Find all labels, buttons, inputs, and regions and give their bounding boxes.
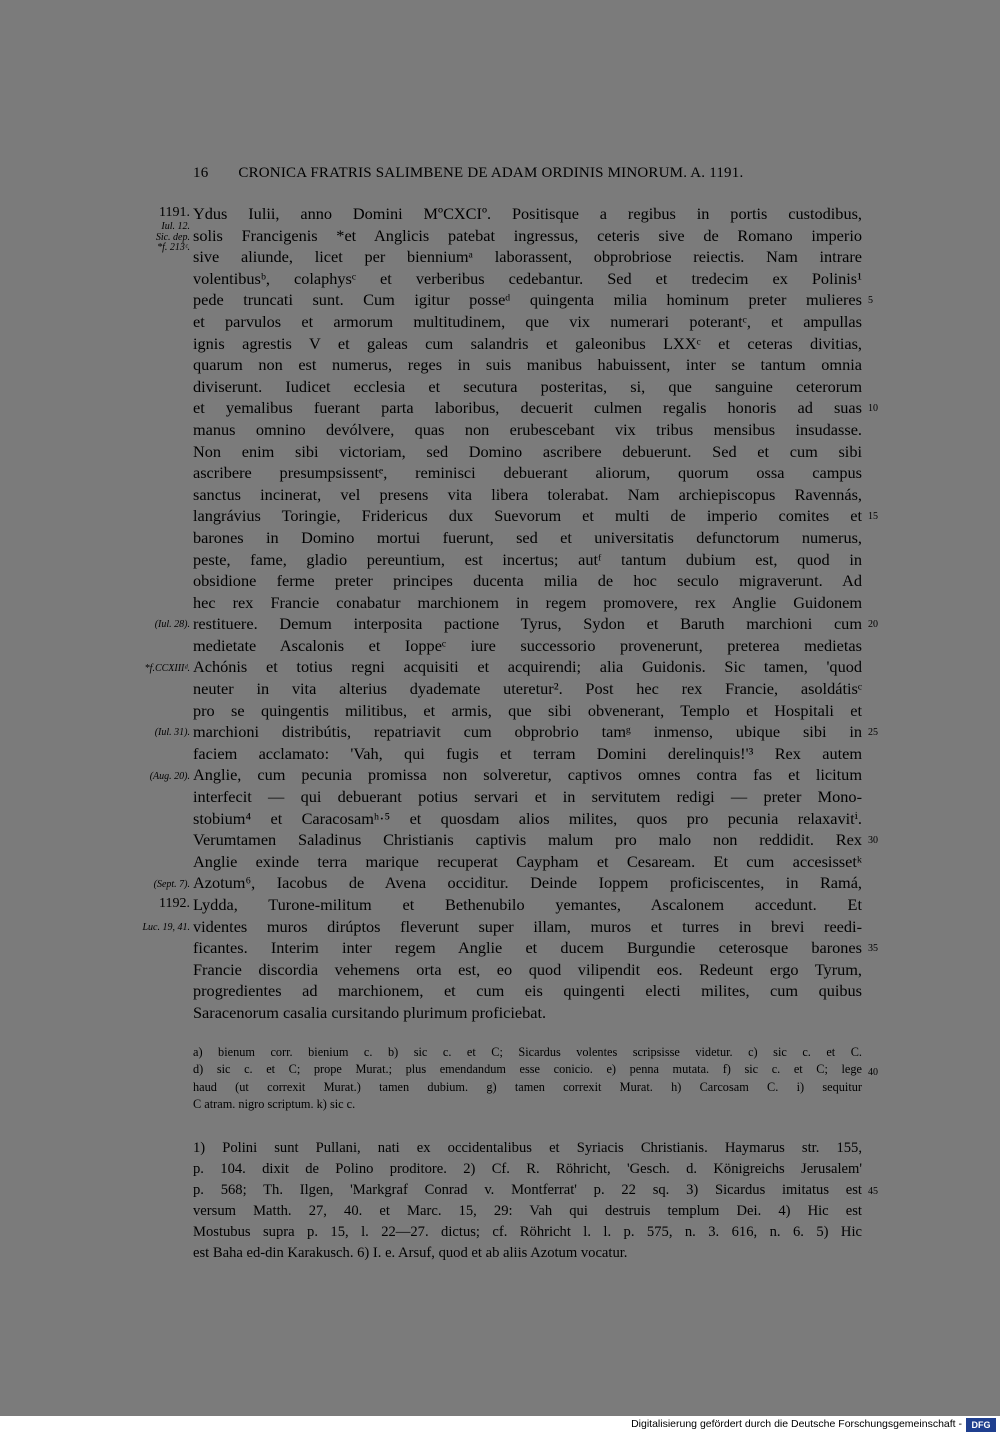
- footer-bar: [0, 1416, 1000, 1434]
- text-line: Non enim sibi victoriam, sed Domino ascribere debuerunt. Sed et cum sibi: [193, 441, 862, 461]
- text-line: marchioni distribútis, repatriavit cum obprobrio tamᵍ inmenso, ubique sibi in: [193, 722, 862, 742]
- running-header: [193, 165, 873, 182]
- critical-apparatus: [193, 1044, 862, 1114]
- funding-note: Digitalisierung gefördert durch die Deutsche Forschungsgemeinschaft -: [631, 1418, 962, 1430]
- line-number: 15: [868, 511, 878, 523]
- margin-note: 1192.: [159, 896, 190, 912]
- footnote-line: p. 568; Th. Ilgen, 'Markgraf Conrad v. Montferrat' p. 22 sq. 3) Sicardus imitatus est: [193, 1182, 862, 1199]
- margin-note: Luc. 19, 41.: [142, 921, 190, 933]
- text-line: Anglie exinde terra marique recuperat Caypham et Cesaream. Et cum accesissetᵏ: [193, 851, 862, 871]
- footnote-line: versum Matth. 27, 40. et Marc. 15, 29: Vah qui destruis templum Dei. 4) Hic est: [193, 1203, 862, 1220]
- text-line: progredientes ad marchionem, et cum eis quingenti electi milites, cum quibus: [193, 981, 862, 1001]
- footnote-line: Mostubus supra p. 15, l. 22—27. dictus; cf. Röhricht l. l. p. 575, n. 3. 616, n. 6. 5) Hic: [193, 1224, 862, 1241]
- text-line: sive aliunde, licet per bienniumᵃ laborassent, obprobriose reiectis. Nam intrare: [193, 247, 862, 267]
- apparatus-line: haud (ut correxit Murat.) tamen dubium. g) tamen correxit Murat. h) Carcosam C. i) sequitur: [193, 1079, 862, 1094]
- text-line: volentibusᵇ, colaphysᶜ et verberibus cedebantur. Sed et tredecim ex Polinis¹: [193, 268, 862, 288]
- dfg-logo: DFG: [966, 1418, 996, 1432]
- text-line: obsidione ferme preter principes ducenta milia de hoc seculo migraverunt. Ad: [193, 571, 862, 591]
- text-line: Verumtamen Saladinus Christianis captivis malum pro malo non reddidit. Rex: [193, 830, 862, 850]
- line-number: 10: [868, 403, 878, 415]
- text-line: barones in Domino mortui fuerunt, sed et universitatis defunctorum numerus,: [193, 527, 862, 547]
- line-number: 20: [868, 619, 878, 631]
- footnote-line: 1) Polini sunt Pullani, nati ex occidentalibus et Syriacis Christianis. Haymarus str. 155,: [193, 1140, 862, 1156]
- text-line: videntes muros dirúptos fleverunt super illam, muros et turres in brevi reedi-: [193, 916, 862, 936]
- page-number: 16: [193, 165, 209, 181]
- text-line: Francie discordia vehemens orta est, eo quod vilipendit eos. Redeunt ergo Tyrum,: [193, 959, 862, 979]
- text-line: manus omnino devólvere, quas non erubescebant vix tribus mensibus insudasse.: [193, 419, 862, 439]
- running-title: CRONICA FRATRIS SALIMBENE DE ADAM ORDINIS MINORUM. A. 1191.: [238, 165, 744, 181]
- text-line: quarum non est numerus, reges in suis manibus habuissent, inter se tantum omnia: [193, 355, 862, 375]
- text-line: sanctus incinerat, vel presens vita libera tolerabat. Nam archiepiscopus Ravennás,: [193, 484, 862, 504]
- text-line: neuter in vita alterius dyademate uteretur². Post hec rex Francie, asoldátisᶜ: [193, 679, 862, 699]
- margin-note: *f.CCXIIIᵈ.: [144, 662, 190, 674]
- footnotes: [193, 1138, 862, 1265]
- text-line: ignis agrestis V et galeas cum salandris et galeonibus LXXᶜ et ceteras divitias,: [193, 333, 862, 353]
- line-number: 25: [868, 727, 878, 739]
- text-line: restituere. Demum interposita pactione Tyrus, Sydon et Baruth marchioni cum: [193, 614, 862, 634]
- text-line: peste, fame, gladio pereuntium, est incertus; autᶠ tantum dubium est, quod in: [193, 549, 862, 569]
- main-text: [193, 203, 862, 1024]
- margin-note: *f. 213ᶜ.: [157, 242, 190, 254]
- text-line: Achónis et totius regni acquisiti et acquirendi; alia Guidonis. Sic tamen, 'quod: [193, 657, 862, 677]
- text-line: et yemalibus fuerant parta laboribus, decuerit culmen regalis honoris ad suas: [193, 398, 862, 418]
- apparatus-line: a) bienum corr. bienium c. b) sic c. et C; Sicardus volentes scripsisse videtur. c) sic c. et C.: [193, 1045, 862, 1059]
- text-line: ascribere presumpsissentᵉ, reminisci debuerant aliorum, quorum ossa campus: [193, 463, 862, 483]
- text-line: diviserunt. Iudicet ecclesia et secutura posteritas, si, que sanguine ceterorum: [193, 376, 862, 396]
- text-line: Saracenorum casalia cursitando plurimum proficiebat.: [193, 1002, 547, 1022]
- text-line: medietate Ascalonis et Ioppeᶜ iure successorio provenerunt, preterea medietas: [193, 635, 862, 655]
- line-number: 40: [868, 1067, 878, 1079]
- text-line: langrávius Toringie, Fridericus dux Suevorum et multi de imperio comites et: [193, 506, 862, 526]
- margin-note: (Aug. 20).: [149, 770, 190, 782]
- margin-note: (Iul. 28).: [154, 619, 190, 631]
- text-line: Anglie, cum pecunia promissa non solveretur, captivos omnes contra fas et licitum: [193, 765, 862, 785]
- text-line: Lydda, Turone-militum et Bethenubilo yemantes, Ascalonem accedunt. Et: [193, 895, 862, 914]
- margin-note: (Sept. 7).: [153, 878, 190, 890]
- text-line: stobium⁴ et Caracosamʰ·⁵ et quosdam alios milites, quos pro pecunia relaxavitⁱ.: [193, 808, 862, 828]
- footnote-line: p. 104. dixit de Polino proditore. 2) Cf. R. Röhricht, 'Gesch. d. Königreichs Jerusalem': [193, 1161, 862, 1178]
- apparatus-line: C atram. nigro scriptum. k) sic c.: [193, 1097, 356, 1112]
- line-number: 30: [868, 835, 878, 847]
- apparatus-line: d) sic c. et C; prope Murat.; plus emendandum esse conicio. e) penna mutata. f) sic c. et C; lege: [193, 1062, 862, 1077]
- text-line: pede truncati sunt. Cum igitur posseᵈ quingenta milia hominum preter mulieres: [193, 290, 862, 310]
- text-line: hec rex Francie conabatur marchionem in regem promovere, rex Anglie Guidonem: [193, 592, 862, 612]
- text-line: Azotum⁶, Iacobus de Avena occiditur. Deinde Ioppem proficiscentes, in Ramá,: [193, 873, 862, 893]
- margin-note: Iul. 12.: [161, 220, 190, 232]
- line-number: 5: [868, 295, 873, 307]
- margin-note: Sic. dep.: [155, 231, 190, 243]
- footnote-line: est Baha ed-din Karakusch. 6) I. e. Arsuf, quod et ab aliis Azotum vocatur.: [193, 1245, 628, 1262]
- text-line: solis Francigenis *et Anglicis patebat ingressus, ceteris sive de Romano imperio: [193, 225, 862, 245]
- line-number: 35: [868, 943, 878, 955]
- text-line: ficantes. Interim inter regem Anglie et ducem Burgundie ceterosque barones: [193, 938, 862, 958]
- margin-note: (Iul. 31).: [154, 727, 190, 739]
- text-line: interfecit — qui debuerant potius servari et in servitutem redigi — preter Mono-: [193, 787, 862, 807]
- text-line: pro se quingentis militibus, et armis, que sibi obvenerant, Templo et Hospitali et: [193, 700, 862, 720]
- text-line: faciem acclamato: 'Vah, qui fugis et terram Domini derelinquis!'³ Rex autem: [193, 743, 862, 763]
- text-line: Ydus Iulii, anno Domini MºCXCIº. Positisque a regibus in portis custodibus,: [193, 204, 862, 223]
- margin-note: 1191.: [159, 205, 190, 220]
- text-line: et parvulos et armorum multitudinem, que vix numerari poterantᶜ, et ampullas: [193, 311, 862, 331]
- line-number: 45: [868, 1186, 878, 1198]
